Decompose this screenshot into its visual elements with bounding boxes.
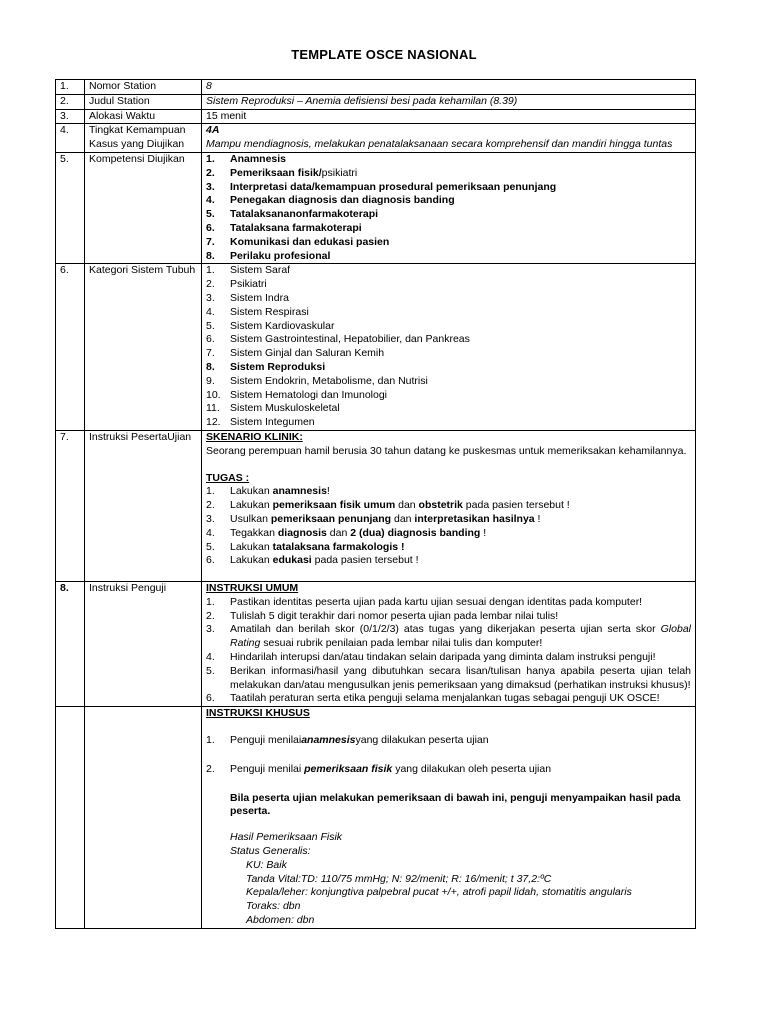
competency-list-cell xyxy=(202,152,696,263)
row-alokasi-waktu xyxy=(56,109,696,124)
row-number: 1. xyxy=(56,80,85,95)
list-item: 4. Hindarilah interupsi dan/atau tindakan selain daripada yang diminta dalam instruksi penguji! xyxy=(206,651,656,664)
exam-heading: Hasil Pemeriksaan Fisik xyxy=(230,831,343,844)
list-item: 5. Sistem Kardiovaskular xyxy=(206,319,335,332)
competency-level: 4A xyxy=(206,124,220,137)
specific-instruction-2: 2. Penguji menilai pemeriksaan fisik yang dilakukan oleh peserta ujian xyxy=(206,762,552,775)
list-item: 6. Taatilah peraturan serta etika penguji selama menjalankan tugas sebagai penguji UK OSCE! xyxy=(206,692,660,705)
scenario-heading: SKENARIO KLINIK: xyxy=(206,430,303,443)
row-number: 7. xyxy=(56,430,85,581)
row-nomor-station xyxy=(56,80,696,95)
specific-instructions-heading: INSTRUKSI KHUSUS xyxy=(206,707,310,720)
list-item: 1. Anamnesis xyxy=(206,152,287,165)
row-label: Kompetensi Diujikan xyxy=(85,152,202,263)
list-item: 12. Sistem Integumen xyxy=(206,416,315,429)
specific-instructions-cell xyxy=(202,707,696,929)
document-title: TEMPLATE OSCE NASIONAL xyxy=(291,47,477,62)
list-item: 2. Pemeriksaan fisik/psikiatri xyxy=(206,166,358,179)
empty-cell xyxy=(85,707,202,929)
row-instruksi-khusus xyxy=(56,707,696,929)
examiner-notice: Bila peserta ujian melakukan pemeriksaan di bawah ini, penguji menyampaikan hasil pada peserta. xyxy=(230,791,681,818)
tasks-heading: TUGAS : xyxy=(206,471,250,484)
exam-thorax: Toraks: dbn xyxy=(246,900,301,913)
list-item: 6. Lakukan edukasi pada pasien tersebut ! xyxy=(206,554,419,567)
specific-instruction-1: 1. Penguji menilaianamnesisyang dilakukan peserta ujian xyxy=(206,734,489,747)
row-instruksi-penguji xyxy=(56,582,696,707)
list-item: 5. Berikan informasi/hasil yang dibutuhkan secara lisan/tulisan hanya apabila peserta ujian telah melakukan dan/atau mengusulkan jenis pemeriksaan yang dimaksud (perhatikan instruksi khusus)! xyxy=(206,664,691,691)
general-instructions-cell xyxy=(202,582,696,707)
list-item: 4. Penegakan diagnosis dan diagnosis banding xyxy=(206,194,455,207)
row-label: Alokasi Waktu xyxy=(85,109,202,124)
row-number: 8. xyxy=(56,582,85,707)
exam-vital-signs: Tanda Vital:TD: 110/75 mmHg; N: 92/menit; R: 16/menit; t 37,2:ºC xyxy=(246,872,552,885)
list-item: 5. Lakukan tatalaksana farmakologis ! xyxy=(206,540,405,553)
row-kategori-sistem xyxy=(56,264,696,431)
general-instructions-list xyxy=(206,596,691,706)
exam-ku: KU: Baik xyxy=(246,858,287,871)
list-item: 2. Lakukan pemeriksaan fisik umum dan obstetrik pada pasien tersebut ! xyxy=(206,499,570,512)
competency-level-cell xyxy=(202,124,696,153)
empty-cell xyxy=(56,707,85,929)
list-item: 2. Psikiatri xyxy=(206,278,267,291)
row-number: 5. xyxy=(56,152,85,263)
row-judul-station xyxy=(56,94,696,109)
list-item: 4. Sistem Respirasi xyxy=(206,305,309,318)
row-label: Instruksi Penguji xyxy=(85,582,202,707)
row-number: 3. xyxy=(56,109,85,124)
general-instructions-heading: INSTRUKSI UMUM xyxy=(206,582,299,595)
row-number: 6. xyxy=(56,264,85,431)
station-number: 8 xyxy=(202,80,696,95)
list-item: 1. Sistem Saraf xyxy=(206,264,291,277)
list-item: 1. Lakukan anamnesis! xyxy=(206,485,330,498)
list-item: 7. Sistem Ginjal dan Saluran Kemih xyxy=(206,347,385,360)
row-kompetensi xyxy=(56,152,696,263)
list-item-selected: 8. Sistem Reproduksi xyxy=(206,360,326,373)
row-tingkat-kemampuan xyxy=(56,124,696,153)
list-item: 6. Tatalaksana farmakoterapi xyxy=(206,221,362,234)
list-item: 9. Sistem Endokrin, Metabolisme, dan Nutrisi xyxy=(206,374,428,387)
list-item: 1. Pastikan identitas peserta ujian pada kartu ujian sesuai dengan identitas pada komputer! xyxy=(206,595,643,608)
list-item: 4. Tegakkan diagnosis dan 2 (dua) diagnosis banding ! xyxy=(206,526,487,539)
exam-status: Status Generalis: xyxy=(230,845,311,858)
list-item: 3. Usulkan pemeriksaan penunjang dan interpretasikan hasilnya ! xyxy=(206,512,541,525)
system-list-cell xyxy=(202,264,696,431)
row-label: Nomor Station xyxy=(85,80,202,95)
competency-list xyxy=(206,153,691,263)
exam-abdomen: Abdomen: dbn xyxy=(246,914,315,927)
row-label: Tingkat Kemampuan Kasus yang Diujikan xyxy=(85,124,202,153)
row-label: Judul Station xyxy=(85,94,202,109)
system-list xyxy=(206,264,691,430)
time-allocation: 15 menit xyxy=(202,109,696,124)
list-item: 11. Sistem Muskuloskeletal xyxy=(206,402,340,415)
row-label: Instruksi PesertaUjian xyxy=(85,430,202,581)
row-number: 2. xyxy=(56,94,85,109)
list-item: 3. Interpretasi data/kemampuan prosedural pemeriksaan penunjang xyxy=(206,180,557,193)
task-list xyxy=(206,485,691,568)
scenario-text: Seorang perempuan hamil berusia 30 tahun datang ke puskesmas untuk memeriksakan kehamilannya. xyxy=(206,444,687,457)
osce-table xyxy=(55,79,696,929)
station-title: Sistem Reproduksi – Anemia defisiensi besi pada kehamilan (8.39) xyxy=(202,94,696,109)
row-label: Kategori Sistem Tubuh xyxy=(85,264,202,431)
list-item: 5. Tatalaksananonfarmakoterapi xyxy=(206,208,379,221)
physical-exam-results xyxy=(206,831,691,928)
row-number: 4. xyxy=(56,124,85,153)
list-item: 10. Sistem Hematologi dan Imunologi xyxy=(206,388,387,401)
list-item: 8. Perilaku profesional xyxy=(206,249,331,262)
participant-instructions-cell xyxy=(202,430,696,581)
row-instruksi-peserta xyxy=(56,430,696,581)
list-item: 6. Sistem Gastrointestinal, Hepatobilier, dan Pankreas xyxy=(206,333,470,346)
list-item: 7. Komunikasi dan edukasi pasien xyxy=(206,235,390,248)
list-item: 2. Tulislah 5 digit terakhir dari nomor peserta ujian pada lembar nilai tulis! xyxy=(206,609,559,622)
list-item: 3. Amatilah dan berilah skor (0/1/2/3) atas tugas yang dikerjakan peserta ujian serta skor Global Rating sesuai rubrik penilaian pada lembar nilai tulis dan komputer! xyxy=(206,623,691,650)
exam-head-neck: Kepala/leher: konjungtiva palpebral pucat +/+, atrofi papil lidah, stomatitis angularis xyxy=(246,886,632,899)
list-item: 3. Sistem Indra xyxy=(206,291,289,304)
competency-description: Mampu mendiagnosis, melakukan penatalaksanaan secara komprehensif dan mandiri hingga tuntas xyxy=(206,138,673,151)
